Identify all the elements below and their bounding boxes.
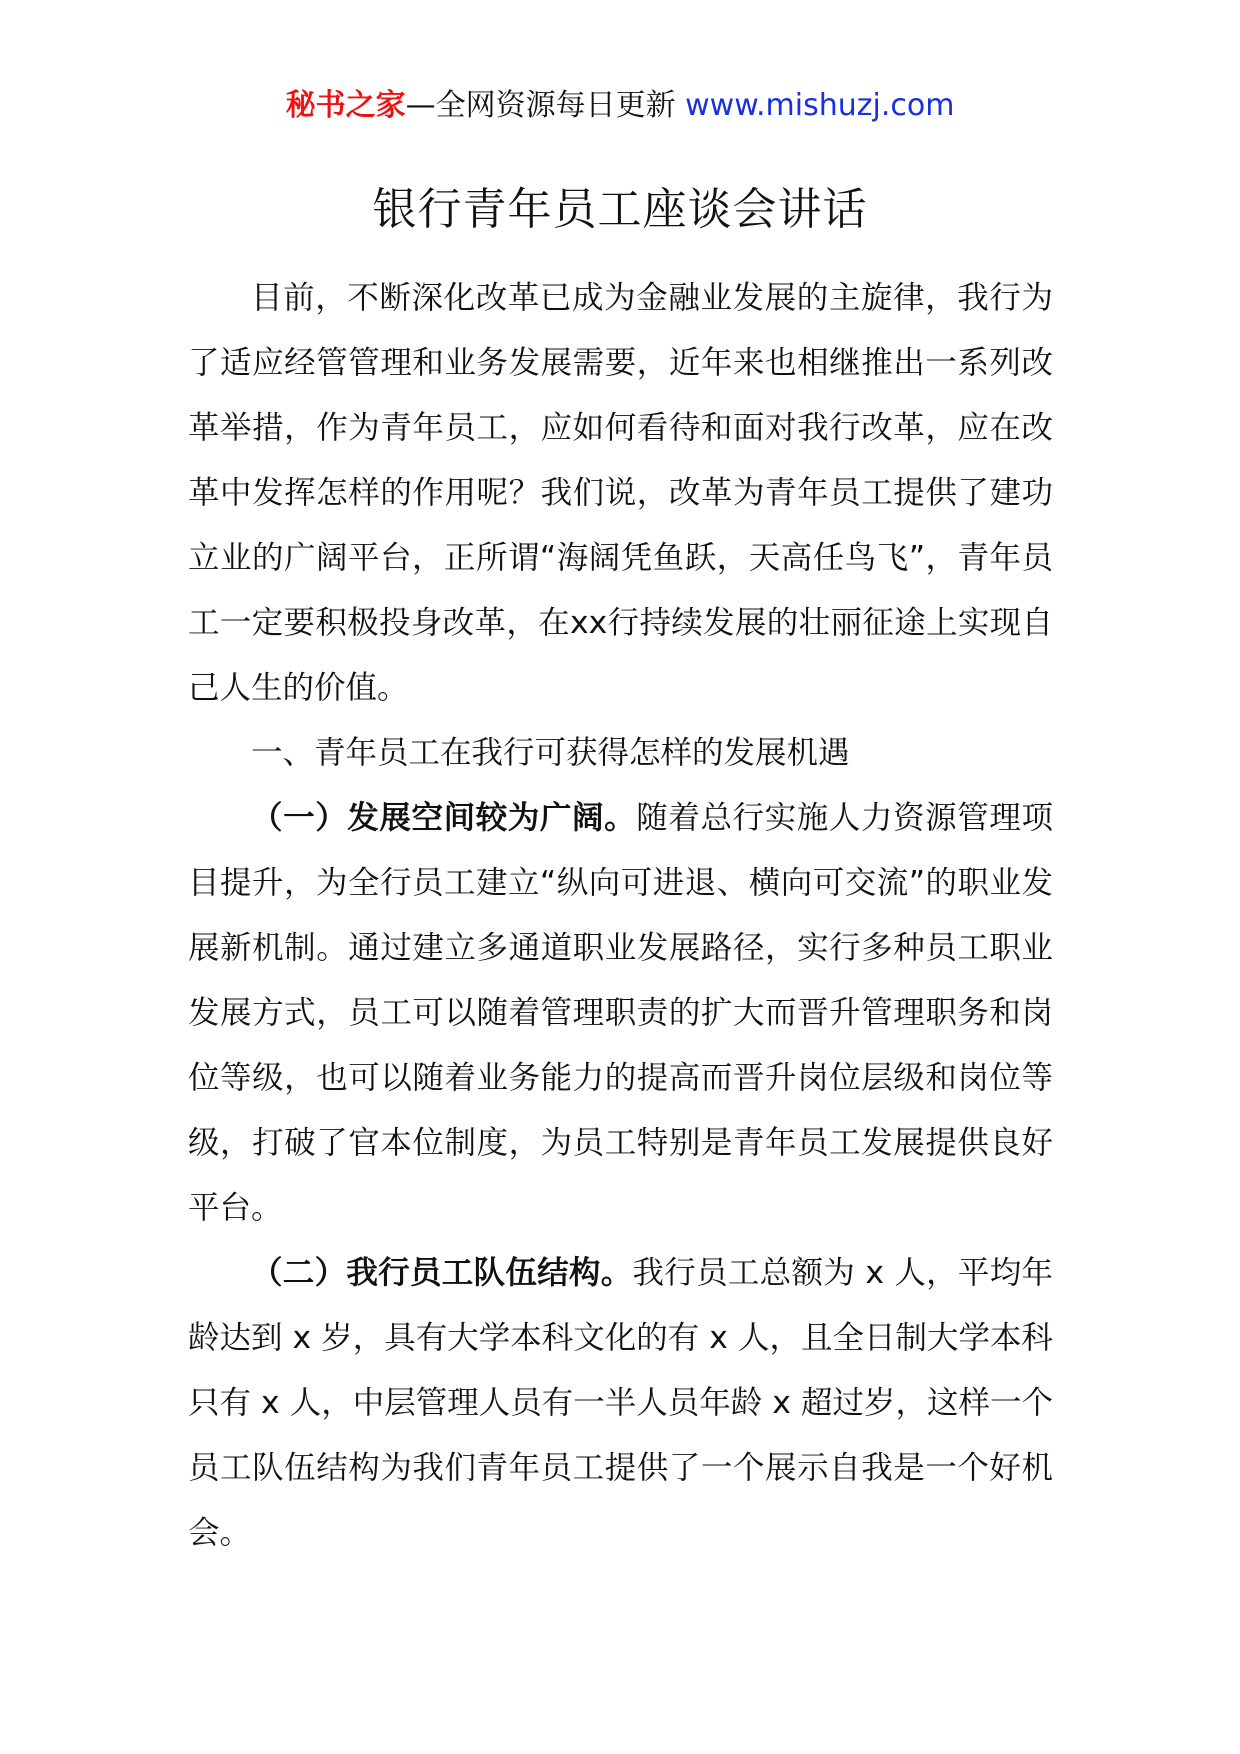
section-heading-text: 一、青年员工在我行可获得怎样的发展机遇 [251,735,850,771]
paragraph-subsection-1 [188,786,1053,1241]
subsection-lead: （一）发展空间较为广阔。 [251,800,637,836]
document-body [188,266,1053,1566]
paragraph-text: 随着总行实施人力资源管理项目提升，为全行员工建立“纵向可进退、横向可交流”的职业发展新机制。通过建立多通道职业发展路径，实行多种员工职业发展方式，员工可以随着管理职责的扩大而晋升管理职务和岗位等级，也可以随着业务能力的提高而晋升岗位层级和岗位等级，打破了官本位制度，为员工特别是青年员工发展提供良好平台。 [188,800,1053,1226]
paragraph-intro [188,266,1053,721]
paragraph-text: 我行员工总额为 x 人，平均年龄达到 x 岁，具有大学本科文化的有 x 人，且全日制大学本科只有 x 人，中层管理人员有一半人员年龄 x 超过岁，这样一个员工队伍结构为我们青年员工提供了一个展示自我是一个好机会。 [188,1255,1053,1551]
site-header [0,86,1240,126]
header-tagline: —全网资源每日更新 [405,88,676,123]
document-title: 银行青年员工座谈会讲话 [372,184,868,235]
paragraph-subsection-2 [188,1241,1053,1566]
subsection-lead: （二）我行员工队伍结构。 [251,1255,633,1291]
brand-name: 秘书之家 [285,88,406,123]
paragraph-text: 目前，不断深化改革已成为金融业发展的主旋律，我行为了适应经管管理和业务发展需要，近年来也相继推出一系列改革举措，作为青年员工，应如何看待和面对我行改革，应在改革中发挥怎样的作用呢？我们说，改革为青年员工提供了建功立业的广阔平台，正所谓“海阔凭鱼跃，天高任鸟飞”，青年员工一定要积极投身改革，在xx行持续发展的壮丽征途上实现自己人生的价值。 [188,280,1053,706]
section-heading [188,721,1053,786]
site-url-link[interactable]: www.mishuzj.com [685,88,955,123]
